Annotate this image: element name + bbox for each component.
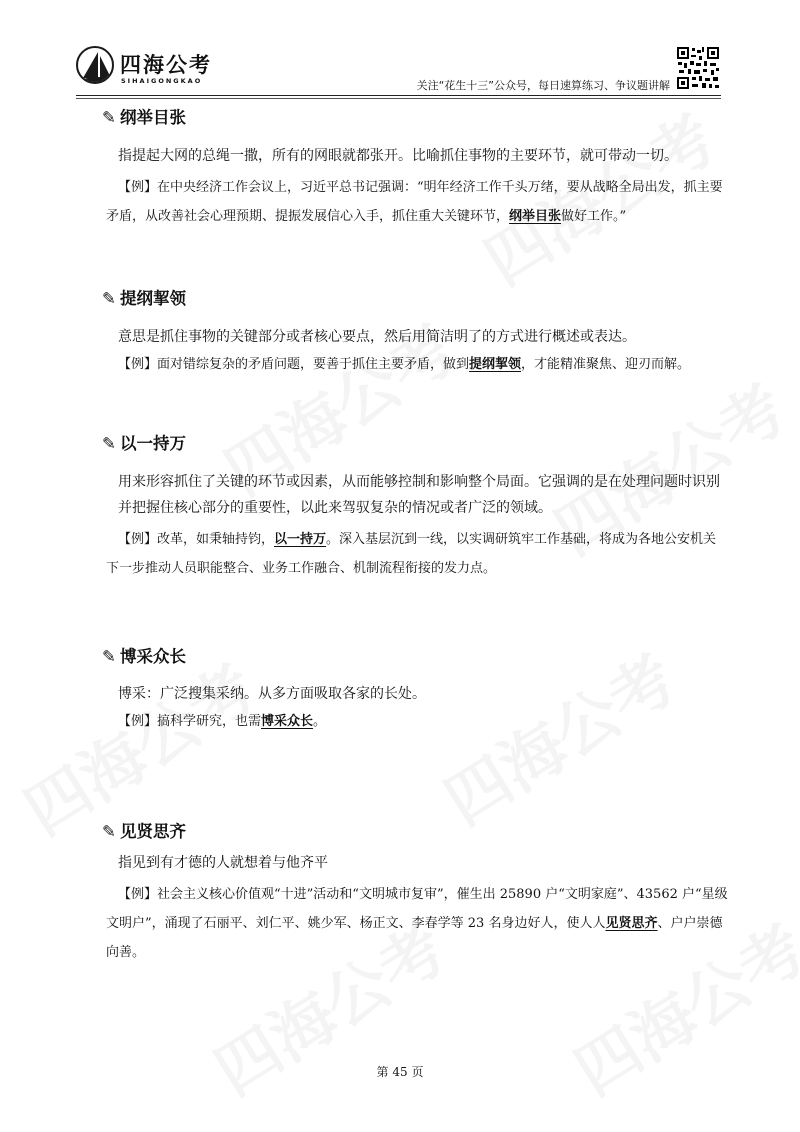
- example-highlight: 提纲挈领: [469, 357, 522, 372]
- header-divider: [76, 95, 721, 96]
- idiom-section: [102, 287, 728, 379]
- idiom-example: [106, 707, 728, 736]
- idiom-title: ✎ 纲举目张: [102, 106, 724, 130]
- idiom-title: ✎ 以一持万: [102, 432, 724, 456]
- idiom-example: [106, 525, 728, 583]
- logo-name: 四海公考: [120, 53, 212, 77]
- idiom-example: [106, 350, 728, 379]
- idiom-definition: 意思是抓住事物的关键部分或者核心要点，然后用简洁明了的方式进行概述或表达。: [118, 329, 636, 345]
- example-text: 改革，如秉轴持钧，: [157, 532, 275, 547]
- example-text: 、户户崇德向善。: [106, 916, 723, 960]
- sailboat-logo-icon: [76, 46, 114, 84]
- example-text: 。: [313, 714, 327, 729]
- example-text: 。深入基层沉到一线，以实调研筑牢工作基础，将成为各地公安机关下一步推动人员职能整合、业务工作融合、机制流程衔接的发力点。: [106, 532, 717, 576]
- example-text: 做好工作。”: [561, 209, 627, 224]
- pencil-icon: ✎: [102, 289, 116, 308]
- header-tagline: 关注“花生十三”公众号，每日速算练习、争议题讲解: [416, 79, 670, 92]
- page-header: [0, 0, 800, 96]
- idiom-title: ✎ 提纲挈领: [102, 287, 724, 311]
- pencil-icon: ✎: [102, 108, 116, 127]
- header-divider: [76, 98, 721, 99]
- idiom-example: [106, 880, 728, 967]
- logo: [76, 46, 216, 90]
- example-text: 搞科学研究，也需: [157, 714, 262, 729]
- example-text: ，才能精准聚焦、迎刃而解。: [521, 357, 691, 372]
- page-number: 第 45 页: [376, 1065, 424, 1079]
- example-tag: 【例】: [118, 887, 158, 902]
- example-highlight: 见贤思齐: [605, 916, 658, 931]
- idiom-definition: 用来形容抓住了关键的环节或因素，从而能够控制和影响整个局面。它强调的是在处理问题时识别并把握住核心部分的重要性，以此来驾驭复杂的情况或者广泛的领域。: [118, 474, 720, 516]
- idiom-section: [102, 645, 728, 736]
- idiom-title: ✎ 博采众长: [102, 645, 724, 669]
- idiom-definition: 指见到有才德的人就想着与他齐平: [118, 855, 328, 871]
- idiom-definition: 博采：广泛搜集采纳。从多方面吸取各家的长处。: [118, 686, 426, 702]
- example-tag: 【例】: [118, 180, 158, 195]
- idiom-section: [102, 432, 728, 583]
- pencil-icon: ✎: [102, 434, 116, 453]
- example-text: 面对错综复杂的矛盾问题，要善于抓住主要矛盾，做到: [157, 357, 470, 372]
- example-text: 社会主义核心价值观“十进”活动和“文明城市复审”，催生出 25890 户“文明家庭”、43562 户“星级文明户”，涌现了石丽平、刘仁平、姚少军、杨正文、李春学等 23 名身边好人，使人人: [106, 887, 728, 931]
- idiom-example: [106, 173, 728, 231]
- qr-code-icon: [676, 46, 720, 90]
- logo-pinyin: SIHAIGONGKAO: [121, 77, 203, 85]
- example-highlight: 纲举目张: [509, 209, 562, 224]
- example-highlight: 以一持万: [274, 532, 327, 547]
- pencil-icon: ✎: [102, 822, 116, 841]
- idiom-definition: 指提起大网的总绳一撒，所有的网眼就都张开。比喻抓住事物的主要环节，就可带动一切。: [118, 148, 678, 164]
- idiom-title: ✎ 见贤思齐: [102, 820, 724, 844]
- example-text: 在中央经济工作会议上，习近平总书记强调：“明年经济工作千头万绪，要从战略全局出发，抓主要矛盾，从改善社会心理预期、提振发展信心入手，抓住重大关键环节，: [106, 180, 723, 224]
- pencil-icon: ✎: [102, 647, 116, 666]
- example-tag: 【例】: [118, 357, 158, 372]
- example-tag: 【例】: [118, 714, 158, 729]
- example-highlight: 博采众长: [261, 714, 314, 729]
- idiom-section: [102, 820, 728, 967]
- idiom-section: [102, 106, 728, 231]
- example-tag: 【例】: [118, 532, 158, 547]
